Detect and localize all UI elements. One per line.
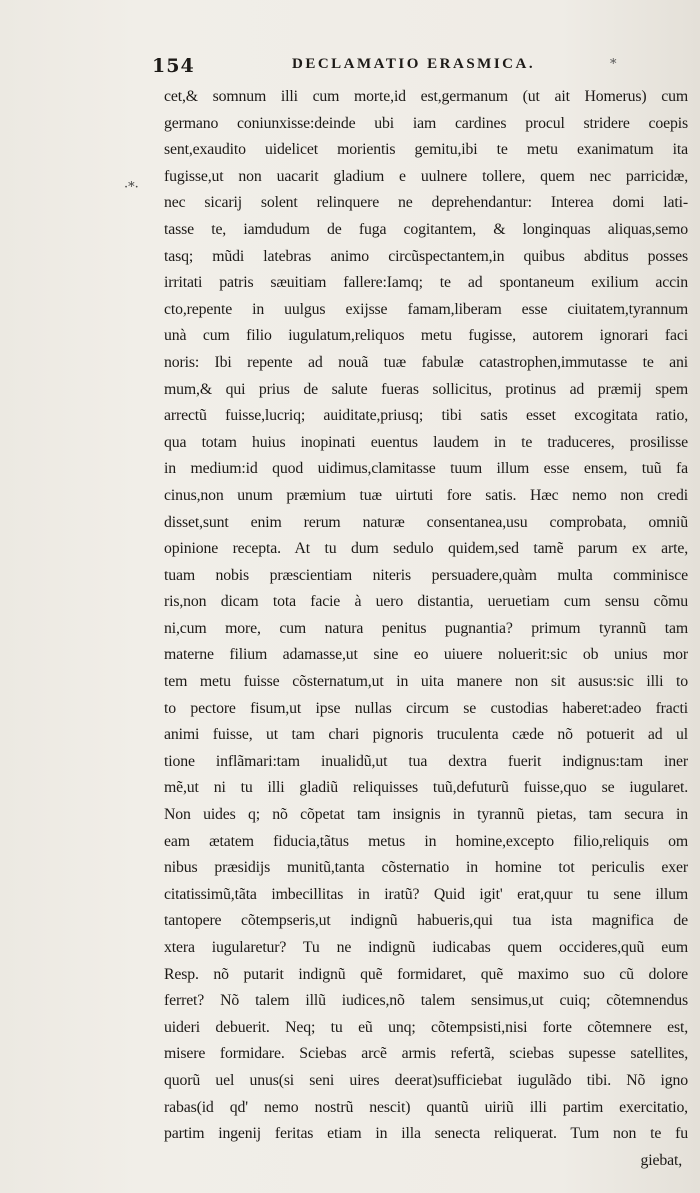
text-line: misere formidare. Sciebas arcẽ armis refertã, sciebas supesse satellites, <box>164 1045 688 1063</box>
text-line: xtera iugularetur? Tu ne indignũ iudicabas quem occideres,quũ eum <box>164 939 688 956</box>
text-line: rabas(id qd' nemo nostrũ nescit) quantũ uiriũ illi partim exercitatio, <box>164 1098 688 1116</box>
text-line: mẽ,ut ni tu illi gladiũ reliquisses tuũ,defuturũ fuisse,quo se iugularet. <box>164 779 688 797</box>
text-line: disset,sunt enim rerum naturæ consentanea,usu comprobata, omniũ <box>164 513 688 531</box>
text-line: arrectũ fuisse,lucriq; auiditate,priusq; tibi satis esset excogitata ratio, <box>164 407 688 425</box>
text-line: citatissimũ,tãta imbecillitas in iratũ? Quid igit' erat,quur tu sene illum <box>164 885 688 903</box>
text-line: tem metu fuisse cõsternatum,ut in uita manere non sit ausus:sic illi to <box>164 673 688 691</box>
running-head: DECLAMATIO ERASMICA. <box>292 56 536 72</box>
text-line: cto,repente in uulgus exijsse famam,liberam esse ciuitatem,tyrannum <box>164 300 688 318</box>
text-line: giebat, <box>640 1151 682 1169</box>
text-line: uideri debuerit. Neq; tu eũ unq; cõtempsisti,nisi forte cõtemnere est, <box>164 1018 688 1036</box>
text-line: mum,& qui prius de salute fueras sollicitus, protinus ad præmij spem <box>164 380 688 398</box>
text-line: Non uides q; nõ cõpetat tam insignis in tyrannũ pietas, tam secura in <box>164 806 688 824</box>
text-line: nibus præsidijs munitũ,tanta cõsternatio in homine tot periculis exer <box>164 859 688 877</box>
text-line: partim ingenij feritas etiam in illa senecta reliquerat. Tum non te fu <box>164 1125 688 1143</box>
text-line: tasq; mũdi latebras animo circũspectantem,in quibus abditus posses <box>164 247 688 265</box>
text-line: cinus,non unum præmium tuæ uirtuti fore satis. Hæc nemo non credi <box>164 486 688 504</box>
text-line: opinione recepta. At tu dum sedulo quidem,sed tamẽ parum ex arte, <box>164 540 688 558</box>
text-line: quorũ uel unus(si seni uires deerat)sufficiebat iugulãdo tibi. Nõ igno <box>164 1071 688 1089</box>
text-line: eam ætatem fiducia,tãtus metus in homine,excepto filio,reliquis om <box>164 832 688 850</box>
text-line: animi fuisse, ut tam chari pignoris truculenta cæde nõ potuerit ad ul <box>164 726 688 744</box>
text-line: in medium:id quod uidimus,clamitasse tuum illum esse ensem, tuũ fa <box>164 460 688 478</box>
text-line: ni,cum more, cum natura penitus pugnantia? primum tyrannũ tam <box>164 619 688 637</box>
text-line: cet,& somnum illi cum morte,id est,germanum (ut ait Homerus) cum <box>164 88 688 105</box>
text-line: tione inflãmari:tam inualidũ,ut tua dextra fuerit indignus:tam iner <box>164 752 688 770</box>
text-line: materne filium adamasse,ut sine eo uiuere noluerit:sic ob unius mor <box>164 646 688 664</box>
text-line: ferret? Nõ talem illũ iudices,nõ talem sensimus,ut cuiq; cõtemnendus <box>164 992 688 1010</box>
text-line: irritati patris sæuitiam fallere:Iamq; te ad spontaneum exilium accin <box>164 274 688 292</box>
text-line: noris: Ibi repente ad nouã tuæ fabulæ catastrophen,immutasse te ani <box>164 353 688 371</box>
body-text <box>164 84 688 1174</box>
text-line: tasse te, iamdudum de fuga cogitantem, & longinquas aliquas,semo <box>164 220 688 238</box>
text-line: qua totam huius inopinati euentus laudem in te traduceres, prosilisse <box>164 433 688 451</box>
text-line: tantopere cõtempseris,ut indignũ habueris,qui tua ista magnifica de <box>164 912 688 930</box>
text-line: tuam nobis præscientiam niteris persuadere,quàm multa comminisce <box>164 566 688 584</box>
text-line: germano coniunxisse:deinde ubi iam cardines procul stridere coepis <box>164 114 688 132</box>
text-line: sent,exaudito uidelicet morientis gemitu,ibi te metu exanimatum ita <box>164 141 688 159</box>
text-line: Resp. nõ putarit indignũ quẽ formidaret, quẽ maximo suo cũ dolore <box>164 965 688 983</box>
text-line: nec sicarij solent relinquere ne deprehendantur: Interea domi lati- <box>164 194 688 212</box>
text-line: fugisse,ut non uacarit gladium e uulnere tollere, quem nec parricidæ, <box>164 167 688 185</box>
page-header <box>152 55 617 83</box>
text-line: to pectore fisum,ut ipse nullas circum se custodias haberet:adeo fracti <box>164 699 688 717</box>
text-line: unà cum filio iugulatum,reliquos metu fugisse, autorem ignorari faci <box>164 327 688 345</box>
text-line: ris,non dicam tota facie à uero distantia, ueruetiam cum sensu cõmu <box>164 593 688 611</box>
top-mark: * <box>610 57 617 72</box>
folio-number: 154 <box>152 55 195 77</box>
margin-mark: ·*· <box>124 180 139 195</box>
